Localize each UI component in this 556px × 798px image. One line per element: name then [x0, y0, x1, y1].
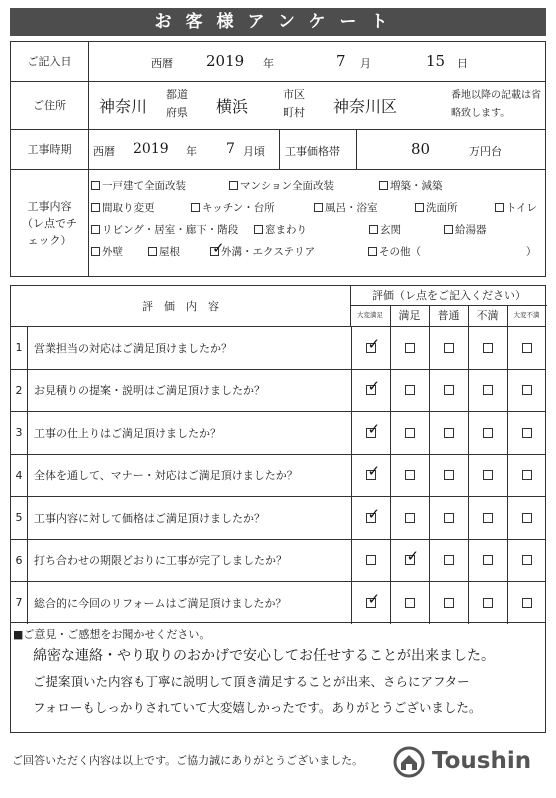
work-option[interactable] — [369, 222, 401, 237]
rating-checkbox[interactable] — [483, 385, 493, 395]
rating-checkbox[interactable] — [522, 513, 532, 523]
price-label-cell — [279, 130, 357, 169]
rating-checkbox[interactable] — [405, 428, 415, 438]
work-period-label: 工事時期 — [11, 130, 89, 169]
work-period-row — [11, 130, 545, 170]
work-option[interactable] — [495, 200, 537, 215]
work-option[interactable] — [91, 200, 155, 215]
rating-checkbox[interactable] — [444, 385, 454, 395]
option-checkbox[interactable] — [91, 247, 100, 256]
rating-cell — [429, 582, 467, 624]
work-option[interactable] — [91, 222, 238, 237]
check-mark-icon: ✓ — [212, 239, 225, 257]
rating-cell — [390, 412, 428, 454]
rating-checkbox[interactable] — [405, 385, 415, 395]
question-number: 5 — [11, 497, 28, 539]
entry-day-unit: 日 — [457, 57, 468, 70]
option-label: 屋根 — [159, 246, 180, 258]
rating-checkbox[interactable] — [522, 343, 532, 353]
option-checkbox[interactable] — [314, 203, 323, 212]
rating-checkbox[interactable] — [405, 547, 420, 566]
rating-checkbox[interactable] — [522, 385, 532, 395]
comment-line-3: フォローもしっかりされていて大変嬉しかったです。ありがとうございました。 — [33, 700, 482, 715]
rating-checkbox[interactable] — [522, 598, 532, 608]
question-row — [11, 369, 545, 412]
comment-label: ■ご意見・ご感想をお聞かせください。 — [13, 628, 211, 641]
work-option[interactable] — [191, 200, 275, 215]
work-option[interactable] — [379, 178, 443, 193]
rating-cell — [390, 327, 428, 369]
question-row — [11, 539, 545, 582]
rating-column-header: 不満 — [468, 306, 506, 326]
question-text: お見積りの提案・説明はご満足頂けましたか？ — [34, 384, 265, 398]
rating-cell — [507, 327, 545, 369]
company-logo — [392, 744, 531, 778]
rating-column-header: 満足 — [390, 306, 428, 326]
option-checkbox[interactable] — [91, 203, 100, 212]
entry-year-unit: 年 — [263, 57, 274, 70]
rating-cell — [351, 497, 389, 539]
work-month-unit: 月頃 — [243, 145, 265, 158]
question-number: 6 — [11, 540, 28, 582]
rating-cell — [507, 497, 545, 539]
question-number: 3 — [11, 412, 28, 454]
work-content-row — [11, 170, 545, 276]
entry-year-value: 2019 — [206, 52, 245, 70]
entry-month-value: 7 — [336, 52, 346, 70]
question-number: 2 — [11, 370, 28, 412]
rating-checkbox[interactable] — [483, 428, 493, 438]
rating-checkbox[interactable] — [483, 555, 493, 565]
work-option[interactable] — [229, 178, 334, 193]
rating-checkbox[interactable] — [405, 598, 415, 608]
question-text: 全体を通して、マナー・対応はご満足頂けましたか？ — [34, 469, 298, 483]
survey-title: お客様アンケート — [10, 8, 546, 36]
info-section — [10, 41, 546, 277]
rating-cell — [390, 540, 428, 582]
question-text: 工事の仕上りはご満足頂けましたか？ — [34, 426, 221, 440]
rating-cell — [429, 327, 467, 369]
option-label: リビング・居室・廊下・階段 — [102, 224, 239, 236]
rating-checkbox[interactable] — [366, 504, 381, 523]
option-checkbox[interactable] — [369, 225, 378, 234]
rating-checkbox[interactable] — [405, 513, 415, 523]
rating-checkbox[interactable] — [405, 470, 415, 480]
rating-checkbox[interactable] — [483, 470, 493, 480]
option-label: その他（ ） — [379, 246, 537, 258]
rating-checkbox[interactable] — [522, 470, 532, 480]
rating-cell — [507, 455, 545, 497]
option-label: 給湯器 — [455, 224, 487, 236]
option-checkbox[interactable] — [191, 203, 200, 212]
entry-era-label: 西暦 — [151, 57, 173, 70]
address-row — [11, 82, 545, 130]
question-row — [11, 454, 545, 497]
work-option[interactable] — [148, 244, 180, 259]
work-year-value: 2019 — [133, 141, 169, 157]
city-label: 市区町村 — [283, 88, 305, 119]
entry-day-value: 15 — [426, 52, 446, 70]
rating-checkbox[interactable] — [522, 428, 532, 438]
rating-cell — [429, 497, 467, 539]
rating-header: 評価（レ点をご記入ください） — [351, 286, 547, 306]
option-label: 風呂・浴室 — [325, 202, 378, 214]
entry-date-label: ご記入日 — [11, 42, 89, 81]
work-option[interactable] — [415, 200, 458, 215]
check-mark-icon: ✓ — [367, 377, 381, 396]
rating-cell — [507, 540, 545, 582]
check-mark-icon: ✓ — [406, 547, 420, 566]
option-label: 間取り変更 — [102, 202, 155, 214]
price-label: 工事価格帯 — [285, 145, 340, 158]
prefecture-value: 神奈川 — [99, 97, 148, 116]
option-checkbox[interactable] — [379, 181, 388, 190]
option-checkbox[interactable] — [415, 203, 424, 212]
rating-cell — [468, 497, 506, 539]
rating-cell — [429, 412, 467, 454]
rating-checkbox[interactable] — [366, 377, 381, 396]
footer-text: ご回答いただく内容は以上です。ご協力誠にありがとうございました。 — [12, 754, 364, 767]
work-option[interactable] — [91, 244, 123, 259]
rating-cell — [468, 582, 506, 624]
rating-cell — [468, 327, 506, 369]
rating-checkbox[interactable] — [405, 343, 415, 353]
question-row — [11, 411, 545, 454]
rating-cell — [468, 370, 506, 412]
rating-cell — [507, 412, 545, 454]
rating-column-header: 大変満足 — [357, 311, 383, 319]
rating-checkbox[interactable] — [444, 470, 454, 480]
rating-checkbox[interactable] — [366, 334, 381, 353]
city-value: 横浜 — [216, 97, 249, 116]
option-label: キッチン・台所 — [202, 202, 275, 214]
rating-cell — [351, 455, 389, 497]
rating-cell — [468, 455, 506, 497]
question-text: 打ち合わせの期限どおりに工事が完了しましたか？ — [34, 554, 287, 568]
rating-cell — [429, 540, 467, 582]
rating-cell — [468, 540, 506, 582]
rating-cell — [351, 540, 389, 582]
rating-checkbox[interactable] — [522, 555, 532, 565]
rating-column-header: 大変不満 — [507, 306, 545, 326]
question-row — [11, 326, 545, 369]
option-checkbox[interactable] — [254, 225, 263, 234]
rating-checkbox[interactable] — [444, 598, 454, 608]
rating-checkbox[interactable] — [444, 555, 454, 565]
option-label: マンション全面改装 — [240, 180, 335, 192]
work-year-unit: 年 — [186, 145, 197, 158]
rating-cell — [351, 327, 389, 369]
question-text: 工事内容に対して価格はご満足頂けましたか？ — [34, 511, 265, 525]
logo-text: Toushin — [432, 748, 532, 774]
option-checkbox[interactable] — [495, 203, 504, 212]
rating-checkbox[interactable] — [444, 428, 454, 438]
question-row — [11, 496, 545, 539]
comment-line-1: 綿密な連絡・やり取りのおかげで安心してお任せすることが出来ました。 — [33, 648, 495, 664]
option-label: 増築・減築 — [390, 180, 443, 192]
rating-cell — [507, 582, 545, 624]
evaluation-section — [10, 285, 546, 623]
work-option[interactable] — [314, 200, 378, 215]
rating-cell — [390, 370, 428, 412]
option-label: トイレ — [506, 202, 537, 214]
question-row — [11, 581, 545, 624]
evaluation-header-label: 評 価 内 容 — [11, 286, 351, 326]
work-option[interactable] — [254, 222, 307, 237]
rating-checkbox[interactable] — [366, 419, 381, 438]
work-month-value: 7 — [226, 141, 235, 157]
rating-checkbox[interactable] — [366, 589, 381, 608]
rating-cell — [390, 455, 428, 497]
price-unit: 万円台 — [469, 145, 502, 158]
rating-column-header: 普通 — [429, 306, 467, 326]
rating-checkbox[interactable] — [444, 513, 454, 523]
ward-value: 神奈川区 — [333, 97, 398, 116]
option-label: 外壁 — [102, 246, 123, 258]
rating-cell — [351, 412, 389, 454]
work-option[interactable] — [368, 244, 537, 259]
question-number: 7 — [11, 582, 28, 624]
rating-checkbox[interactable] — [483, 343, 493, 353]
option-label: 外溝・エクステリア — [221, 246, 316, 258]
check-mark-icon: ✓ — [367, 334, 381, 353]
rating-cell — [429, 455, 467, 497]
rating-cell — [390, 582, 428, 624]
option-checkbox[interactable] — [91, 181, 100, 190]
option-label: 窓まわり — [265, 224, 307, 236]
work-option[interactable] — [444, 222, 487, 237]
question-text: 営業担当の対応はご満足頂けましたか？ — [34, 341, 232, 355]
rating-checkbox[interactable] — [483, 513, 493, 523]
rating-checkbox[interactable] — [366, 462, 381, 481]
check-mark-icon: ✓ — [367, 462, 381, 481]
rating-cell — [429, 370, 467, 412]
address-label: ご住所 — [11, 82, 89, 129]
work-era-label: 西暦 — [93, 145, 115, 158]
rating-cell — [390, 497, 428, 539]
check-mark-icon: ✓ — [367, 419, 381, 438]
check-mark-icon: ✓ — [367, 589, 381, 608]
address-note: 番地以降の記載は省略致します。 — [451, 90, 541, 119]
question-number: 4 — [11, 455, 28, 497]
comment-section — [10, 623, 546, 733]
question-number: 1 — [11, 327, 28, 369]
option-label: 洗面所 — [426, 202, 458, 214]
work-option[interactable] — [210, 239, 316, 259]
option-checkbox[interactable] — [444, 225, 453, 234]
entry-date-row — [11, 42, 545, 82]
option-checkbox[interactable] — [148, 247, 157, 256]
option-checkbox[interactable] — [368, 247, 377, 256]
rating-cell — [507, 370, 545, 412]
option-label: 玄関 — [380, 224, 401, 236]
entry-month-unit: 月 — [360, 57, 371, 70]
rating-checkbox[interactable] — [483, 598, 493, 608]
option-checkbox[interactable] — [229, 181, 238, 190]
option-checkbox[interactable] — [91, 225, 100, 234]
work-option[interactable] — [91, 178, 186, 193]
rating-checkbox[interactable] — [444, 343, 454, 353]
rating-cell — [351, 582, 389, 624]
option-label: 一戸建て全面改装 — [102, 180, 186, 192]
rating-cell — [351, 370, 389, 412]
comment-line-2: ご提案頂いた内容も丁寧に説明して頂き満足することが出来、さらにアフター — [33, 674, 470, 689]
rating-cell — [468, 412, 506, 454]
rating-checkbox[interactable] — [366, 555, 376, 565]
work-content-label: 工事内容（レ点でチェック） — [11, 170, 89, 276]
prefecture-label: 都道府県 — [166, 88, 188, 119]
option-checkbox[interactable] — [210, 239, 225, 257]
question-text: 総合的に今回のリフォームはご満足頂けましたか？ — [34, 596, 287, 610]
house-logo-icon — [392, 744, 426, 778]
price-value: 80 — [411, 140, 431, 158]
check-mark-icon: ✓ — [367, 504, 381, 523]
